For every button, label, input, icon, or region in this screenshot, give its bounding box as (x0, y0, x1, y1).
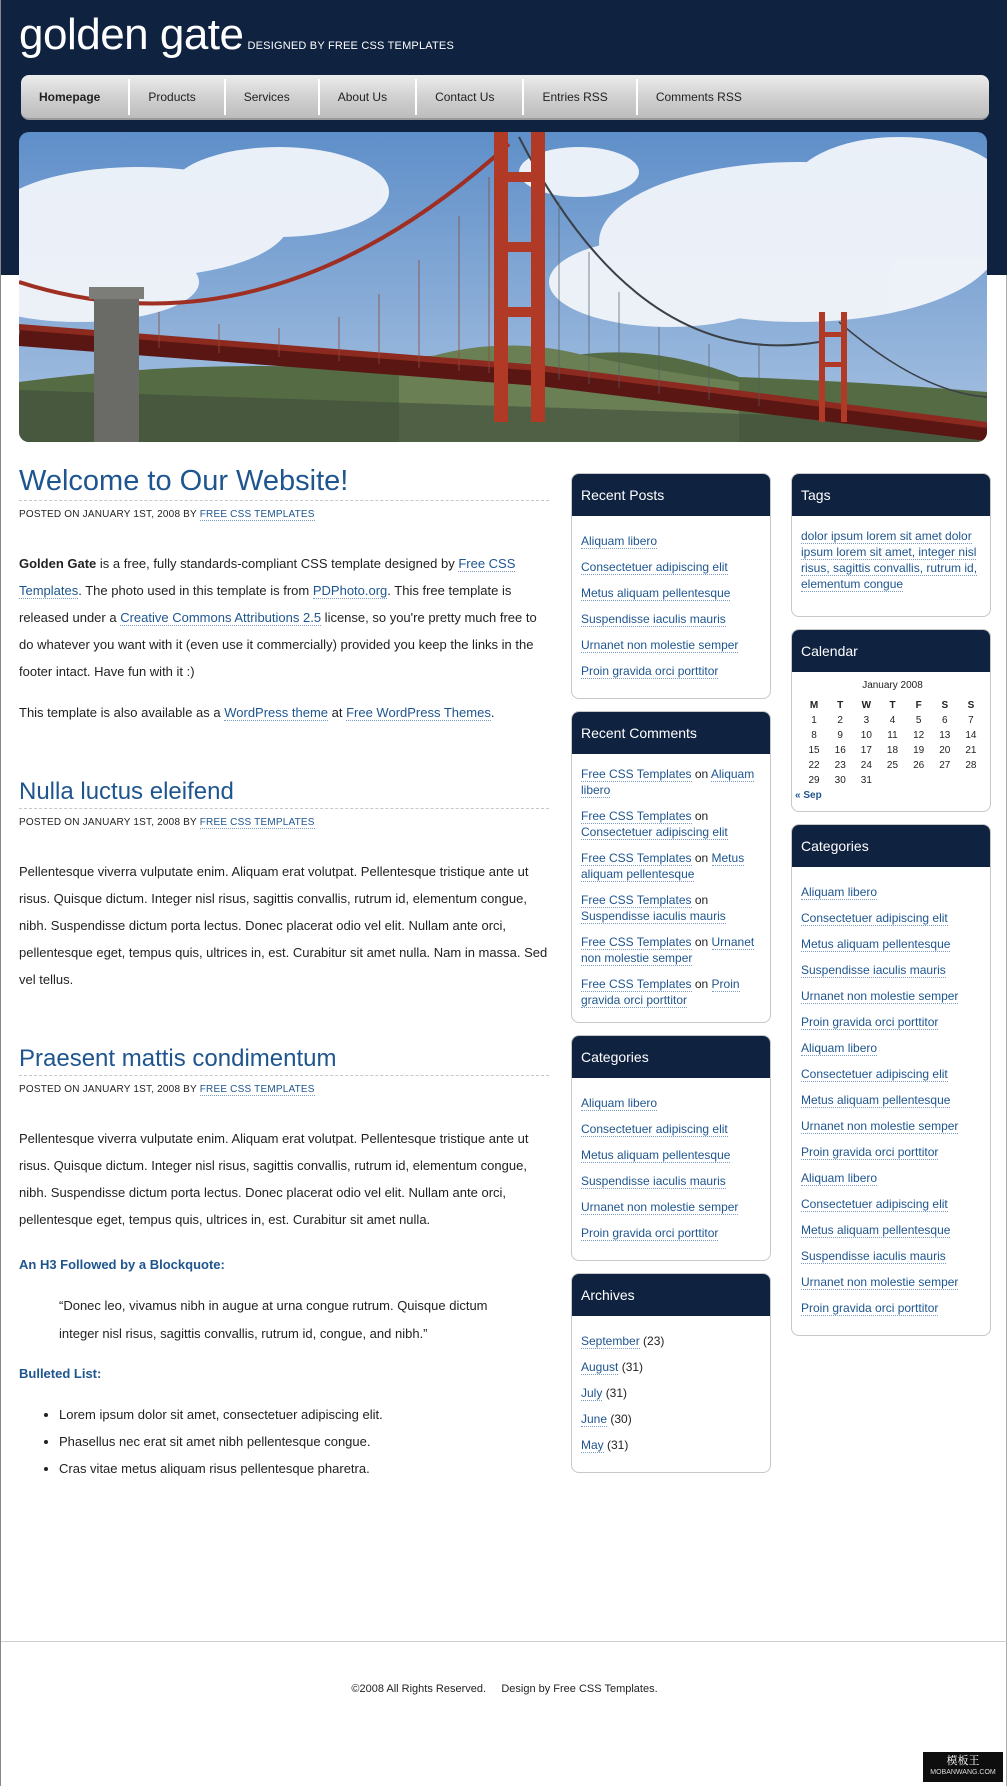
footer-design-credit[interactable]: Design by Free CSS Templates. (501, 1683, 658, 1695)
list-item (801, 1061, 981, 1087)
nav-products[interactable]: Products (130, 79, 225, 115)
recent-comments-box (571, 711, 771, 1023)
calendar-day: 29 (808, 775, 820, 786)
category-link[interactable]: Urnanet non molestie semper (801, 989, 959, 1003)
post-meta-text: POSTED ON JANUARY 1ST, 2008 BY (19, 509, 197, 520)
list-item (801, 1113, 981, 1139)
list-item (581, 1090, 761, 1116)
category-link[interactable]: Urnanet non molestie semper (801, 1275, 959, 1289)
calendar-table (801, 697, 984, 788)
list-item (801, 1035, 981, 1061)
post-author-link[interactable]: FREE CSS TEMPLATES (199, 817, 315, 828)
text: . The photo used in this template is from (78, 583, 313, 598)
tags-box (791, 473, 991, 617)
wordpress-theme-link[interactable]: WordPress theme (224, 705, 329, 720)
post-author-link[interactable]: FREE CSS TEMPLATES (199, 1084, 315, 1095)
calendar-day: 14 (965, 730, 977, 741)
list-item (581, 606, 761, 632)
comment-author-link[interactable]: Free CSS Templates (581, 767, 692, 781)
day-header: T (837, 699, 844, 711)
list-item: • Cras vitae metus aliquam risus pellentesque pharetra. (59, 1455, 549, 1482)
post-title[interactable]: Welcome to Our Website! (19, 465, 549, 501)
category-link[interactable]: Aliquam libero (801, 1041, 878, 1055)
category-link[interactable]: Aliquam libero (801, 1171, 878, 1185)
calendar-day: 21 (965, 745, 977, 756)
footer-divider (1, 1641, 1007, 1642)
comment-author-link[interactable]: Free CSS Templates (581, 935, 692, 949)
calendar-week (801, 758, 984, 773)
calendar-day: 31 (860, 775, 872, 786)
category-link[interactable]: Urnanet non molestie semper (801, 1119, 959, 1133)
calendar-week (801, 773, 984, 788)
post-welcome (19, 465, 549, 726)
list-item: • Lorem ipsum dolor sit amet, consectetuer adipiscing elit. (59, 1401, 549, 1428)
calendar-prev-month-link[interactable]: « Sep (795, 790, 822, 801)
calendar-day: 8 (811, 730, 817, 741)
text: This template is also available as a (19, 705, 225, 720)
calendar-day: 11 (887, 730, 898, 741)
list-item (581, 1354, 761, 1380)
list-item (801, 1191, 981, 1217)
watermark-url: MOBANWANG.COM (930, 1769, 996, 1776)
box-title: Recent Comments (572, 712, 770, 754)
calendar-day (906, 773, 932, 788)
category-link[interactable]: Urnanet non molestie semper (581, 1200, 739, 1214)
footer (1, 1683, 1007, 1695)
calendar-day: 30 (834, 775, 846, 786)
list-item (581, 1380, 761, 1406)
post-paragraph: Pellentesque viverra vulputate enim. Aliquam erat volutpat. Pellentesque tristique ante ut risus. Quisque dictum. Integer nisl risus, sagittis convallis, rutrum id, elementum congue, nibh. Suspendisse dictum porta lectus. Donec placerat odio vel elit. Nullam ante orci, pellentesque eget, tempus quis, ultrices in, est. Curabitur sit amet nulla. (19, 1131, 529, 1227)
list-item (581, 1220, 761, 1246)
category-link[interactable]: Consectetuer adipiscing elit (801, 1197, 948, 1211)
post-meta (19, 817, 549, 828)
box-title: Tags (792, 474, 990, 516)
post-author-link[interactable]: FREE CSS TEMPLATES (199, 509, 315, 520)
hero-bridge-image (19, 132, 987, 442)
tags-list (792, 516, 990, 616)
day-header: F (915, 699, 922, 711)
site-title[interactable]: golden gate (19, 10, 244, 59)
bulleted-list-heading: Bulleted List: (19, 1366, 102, 1381)
calendar-week (801, 713, 984, 728)
calendar-day: 27 (939, 760, 951, 771)
text: on (691, 977, 712, 991)
sidebar-left (571, 473, 771, 1485)
post-meta (19, 509, 549, 520)
archives-list (572, 1316, 770, 1472)
list-item (801, 957, 981, 983)
text: on (691, 935, 712, 949)
calendar-week (801, 743, 984, 758)
sidebar-right (791, 473, 991, 1348)
text: . This free template is released under a (19, 583, 512, 625)
blockquote: “Donec leo, vivamus nibh in augue at urna congue rutrum. Quisque dictum integer nisl risus, sagittis convallis, rutrum id, congue, and nibh.” (59, 1298, 488, 1341)
archive-link[interactable]: August (581, 1360, 619, 1374)
category-link[interactable]: Suspendisse iaculis mauris (801, 1249, 946, 1263)
categories-box (571, 1035, 771, 1261)
calendar-day: 19 (913, 745, 925, 756)
category-link[interactable]: Proin gravida orci porttitor (801, 1301, 939, 1315)
free-css-templates-link[interactable]: Free CSS Templates (19, 556, 516, 598)
text: on (691, 893, 709, 907)
blockquote-heading: An H3 Followed by a Blockquote: (19, 1257, 225, 1272)
text: on (691, 809, 709, 823)
watermark-logo (923, 1752, 1003, 1782)
calendar-day: 1 (811, 715, 817, 726)
archive-link[interactable]: May (581, 1438, 604, 1452)
category-link[interactable]: Metus aliquam pellentesque (801, 937, 951, 951)
comment-post-link[interactable]: Urnanet non molestie semper (581, 935, 755, 965)
recent-post-link[interactable]: Consectetuer adipiscing elit (581, 560, 728, 574)
free-wordpress-themes-link[interactable]: Free WordPress Themes (346, 705, 491, 720)
calendar-day: 13 (939, 730, 951, 741)
comment-post-link[interactable]: Aliquam libero (581, 767, 755, 797)
list-item (581, 892, 761, 924)
archive-link[interactable]: September (581, 1334, 640, 1348)
category-link[interactable]: Metus aliquam pellentesque (581, 1148, 731, 1162)
box-title: Categories (792, 825, 990, 867)
post-meta-text: POSTED ON JANUARY 1ST, 2008 BY (19, 1084, 197, 1095)
category-link[interactable]: Metus aliquam pellentesque (801, 1223, 951, 1237)
box-title: Calendar (792, 630, 990, 672)
calendar-day (932, 773, 958, 788)
day-header: S (941, 699, 949, 711)
tag-cloud[interactable] (801, 528, 981, 592)
comment-post-link[interactable]: Metus aliquam pellentesque (581, 851, 745, 881)
category-link[interactable]: Proin gravida orci porttitor (801, 1015, 939, 1029)
calendar-day: 9 (837, 730, 843, 741)
calendar-day: 17 (860, 745, 872, 756)
site-subtitle: DESIGNED BY FREE CSS TEMPLATES (247, 40, 454, 52)
calendar-box (791, 629, 991, 812)
list-item (801, 931, 981, 957)
list-item (581, 528, 761, 554)
nav-homepage[interactable]: Homepage (21, 79, 130, 115)
list-item (581, 1328, 761, 1354)
watermark-label: 模板王 (946, 1755, 980, 1767)
calendar-day: 15 (808, 745, 820, 756)
day-header: W (861, 699, 872, 711)
calendar-day: 12 (913, 730, 925, 741)
text: is a free, fully standards-compliant CSS template designed by (96, 556, 459, 571)
category-link[interactable]: Suspendisse iaculis mauris (581, 1174, 726, 1188)
calendar-week (801, 728, 984, 743)
text: at (328, 705, 347, 720)
categories-list (792, 867, 990, 1335)
calendar-caption: January 2008 (862, 680, 923, 691)
list-item (581, 580, 761, 606)
calendar-day: 25 (886, 760, 899, 771)
nav-contact-us[interactable]: Contact Us (417, 79, 524, 115)
categories-box-right (791, 824, 991, 1336)
recent-post-link[interactable]: Suspendisse iaculis mauris (581, 612, 726, 626)
category-link[interactable]: Metus aliquam pellentesque (801, 1093, 951, 1107)
category-link[interactable]: Consectetuer adipiscing elit (801, 911, 948, 925)
text: . (490, 705, 495, 720)
calendar-day: 10 (860, 730, 872, 741)
recent-post-link[interactable]: Aliquam libero (581, 534, 658, 548)
pdphoto-link[interactable]: PDPhoto.org (312, 583, 388, 598)
text: on (691, 851, 712, 865)
text: on (691, 767, 711, 781)
archive-count: (31) (607, 1438, 629, 1452)
list-item: • Phasellus nec erat sit amet nibh pellentesque congue. (59, 1428, 549, 1455)
post-paragraph (19, 699, 549, 726)
list-item (581, 934, 761, 966)
category-link[interactable]: Aliquam libero (581, 1096, 658, 1110)
post-paragraph: Pellentesque viverra vulputate enim. Aliquam erat volutpat. Pellentesque tristique ante ut risus. Quisque dictum. Integer nisl risus, sagittis convallis, rutrum id, elementum congue, nibh. Suspendisse dictum porta lectus. Donec placerat odio vel elit. Nullam ante orci, pellentesque eget, tempus quis, ultrices in, est. Curabitur sit amet nulla. Nam in massa. Sed vel tellus. (19, 864, 548, 987)
list-item (801, 983, 981, 1009)
archive-count: (31) (605, 1386, 628, 1400)
list-item (801, 1243, 981, 1269)
bold-text: Golden Gate (19, 556, 97, 571)
category-link[interactable]: Suspendisse iaculis mauris (801, 963, 946, 977)
list-item (581, 554, 761, 580)
main-content (19, 465, 549, 1482)
category-link[interactable]: Consectetuer adipiscing elit (801, 1067, 948, 1081)
list-item (581, 1142, 761, 1168)
list-item (581, 976, 761, 1008)
list-item (581, 1406, 761, 1432)
archive-count: (30) (610, 1412, 632, 1426)
bulleted-list (19, 1401, 549, 1482)
comment-author-link[interactable]: Free CSS Templates (581, 809, 692, 823)
list-item (581, 1194, 761, 1220)
calendar-day (958, 773, 984, 788)
calendar-day: 6 (941, 715, 948, 726)
recent-posts-box (571, 473, 771, 699)
calendar-body (792, 672, 990, 811)
comment-post-link[interactable]: Proin gravida orci porttitor (581, 977, 740, 1007)
day-header: T (889, 699, 896, 711)
post-title[interactable]: Praesent mattis condimentum (19, 1045, 549, 1076)
list-item (581, 766, 761, 798)
calendar-day: 22 (808, 760, 820, 771)
list-item (801, 1009, 981, 1035)
calendar-day: 28 (965, 760, 977, 771)
comment-post-link[interactable]: Suspendisse iaculis mauris (581, 909, 726, 923)
calendar-day: 3 (863, 715, 870, 726)
archive-link[interactable]: July (581, 1386, 603, 1400)
footer-copyright: ©2008 All Rights Reserved. (351, 1683, 487, 1695)
golden-gate-bridge-illustration (19, 132, 987, 442)
calendar-day: 26 (913, 760, 925, 771)
calendar-day: 20 (939, 745, 951, 756)
list-item (581, 1168, 761, 1194)
categories-list (572, 1078, 770, 1260)
recent-comments-list (572, 754, 770, 1022)
box-title: Archives (572, 1274, 770, 1316)
calendar-header-row (801, 697, 984, 713)
post-nulla (19, 778, 549, 993)
tags-text[interactable]: dolor ipsum lorem sit amet dolor ipsum lorem sit amet, integer nisl risus, sagittis convallis, rutrum id, elementum congue (801, 529, 978, 591)
post-title[interactable]: Nulla luctus eleifend (19, 778, 549, 809)
archive-count: (23) (643, 1334, 665, 1348)
calendar-day: 2 (837, 715, 843, 726)
list-item (801, 1139, 981, 1165)
list-item (581, 658, 761, 684)
calendar-day: 16 (834, 745, 846, 756)
list-item (581, 1432, 761, 1458)
archive-count: (31) (621, 1360, 644, 1374)
list-item (801, 1269, 981, 1295)
category-link[interactable]: Proin gravida orci porttitor (801, 1145, 939, 1159)
post-paragraph (19, 550, 549, 685)
post-meta (19, 1084, 549, 1095)
nav-about-us[interactable]: About Us (320, 79, 417, 115)
list-item (801, 1165, 981, 1191)
category-link[interactable]: Consectetuer adipiscing elit (581, 1122, 728, 1136)
archive-link[interactable]: June (581, 1412, 608, 1426)
archives-box (571, 1273, 771, 1473)
calendar-day: 5 (915, 715, 922, 726)
comment-post-link[interactable]: Consectetuer adipiscing elit (581, 825, 728, 839)
post-praesent (19, 1045, 549, 1482)
recent-post-link[interactable]: Urnanet non molestie semper (581, 638, 739, 652)
comment-author-link[interactable]: Free CSS Templates (581, 893, 692, 907)
box-title: Recent Posts (572, 474, 770, 516)
creative-commons-link[interactable]: Creative Commons Attributions 2.5 (120, 610, 322, 625)
list-item (581, 1116, 761, 1142)
day-header: S (967, 699, 975, 711)
text: license, so you're pretty much free to do whatever you want with it (even use it commercially) provided you keep the links in the footer intact. Have fun with it :) (19, 610, 537, 679)
recent-post-link[interactable]: Proin gravida orci porttitor (581, 664, 719, 678)
site-brand (19, 10, 454, 60)
recent-posts-list (572, 516, 770, 698)
calendar-day: 4 (889, 715, 896, 726)
calendar-day: 23 (834, 760, 846, 771)
list-item (801, 1295, 981, 1321)
list-item (801, 1087, 981, 1113)
calendar-day: 24 (860, 760, 872, 771)
calendar-day (879, 773, 905, 788)
category-link[interactable]: Proin gravida orci porttitor (581, 1226, 719, 1240)
list-item (581, 632, 761, 658)
nav-comments-rss[interactable]: Comments RSS (655, 89, 742, 104)
main-nav (21, 75, 989, 120)
box-title: Categories (572, 1036, 770, 1078)
nav-entries-rss[interactable]: Entries RSS (524, 79, 637, 115)
comment-author-link[interactable]: Free CSS Templates (581, 977, 692, 991)
comment-author-link[interactable]: Free CSS Templates (581, 851, 692, 865)
list-item (801, 1217, 981, 1243)
recent-post-link[interactable]: Metus aliquam pellentesque (581, 586, 731, 600)
category-link[interactable]: Aliquam libero (801, 885, 878, 899)
list-item (581, 808, 761, 840)
post-meta-text: POSTED ON JANUARY 1ST, 2008 BY (19, 817, 197, 828)
list-item (801, 905, 981, 931)
calendar-day: 7 (968, 715, 974, 726)
list-item (801, 879, 981, 905)
list-item (581, 850, 761, 882)
day-header: M (809, 699, 819, 711)
nav-services[interactable]: Services (226, 79, 320, 115)
calendar-day: 18 (886, 745, 899, 756)
